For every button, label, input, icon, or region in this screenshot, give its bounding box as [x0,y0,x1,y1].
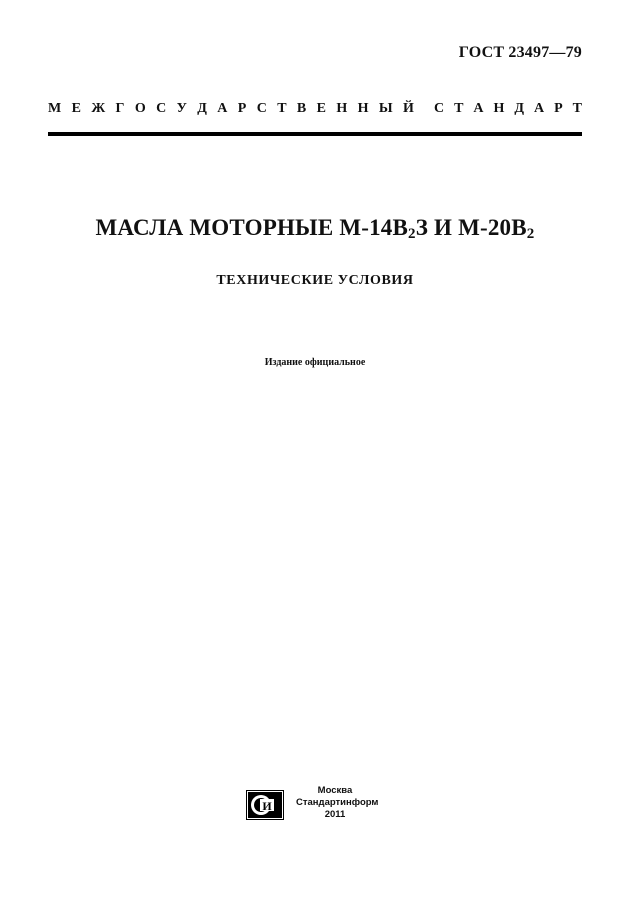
publisher-block [296,785,379,821]
category-letter: Е [316,101,326,116]
category-word-standard [434,101,582,117]
title-subscript: 2 [526,226,535,242]
category-letter: В [296,101,307,116]
category-letter: С [256,101,267,116]
publisher-city: Москва [317,785,353,796]
category-letter: Н [493,101,505,116]
title-part: МАСЛА МОТОРНЫЕ М-14В [95,215,409,240]
category-letter: Н [357,101,369,116]
document-subtitle: ТЕХНИЧЕСКИЕ УСЛОВИЯ [216,273,414,288]
category-word-interstate [48,101,414,117]
category-letter: Е [71,101,81,116]
standartinform-logo-icon [246,790,284,820]
category-letter: Д [514,101,524,116]
svg-text:И: И [262,799,272,813]
category-letter: Ы [378,101,393,116]
title-part: З И М-20В [415,215,527,240]
category-letter: Д [197,101,207,116]
header-rule [48,132,582,136]
category-letter: А [533,101,545,116]
category-letter: М [48,101,62,116]
category-letter: Т [454,101,464,116]
category-letter: Т [572,101,582,116]
category-letter: Н [336,101,348,116]
edition-label: Издание официальное [264,357,366,368]
title-subscript: 2 [408,226,416,242]
category-letter: С [434,101,445,116]
category-letter: А [217,101,228,116]
category-letter: Ж [91,101,106,116]
standard-category [48,101,582,117]
category-letter: Г [115,101,125,116]
category-letter: Т [277,101,287,116]
publisher-year: 2011 [324,809,346,820]
category-letter: О [134,101,146,116]
category-letter: А [473,101,484,116]
publisher-name: Стандартинформ [296,797,379,808]
document-title [0,215,630,243]
category-letter: С [156,101,167,116]
category-letter: Р [237,101,247,116]
category-letter: Р [554,101,563,116]
category-letter: Й [403,101,414,116]
category-letter: У [176,101,187,116]
gost-number: ГОСТ 23497—79 [458,44,582,61]
